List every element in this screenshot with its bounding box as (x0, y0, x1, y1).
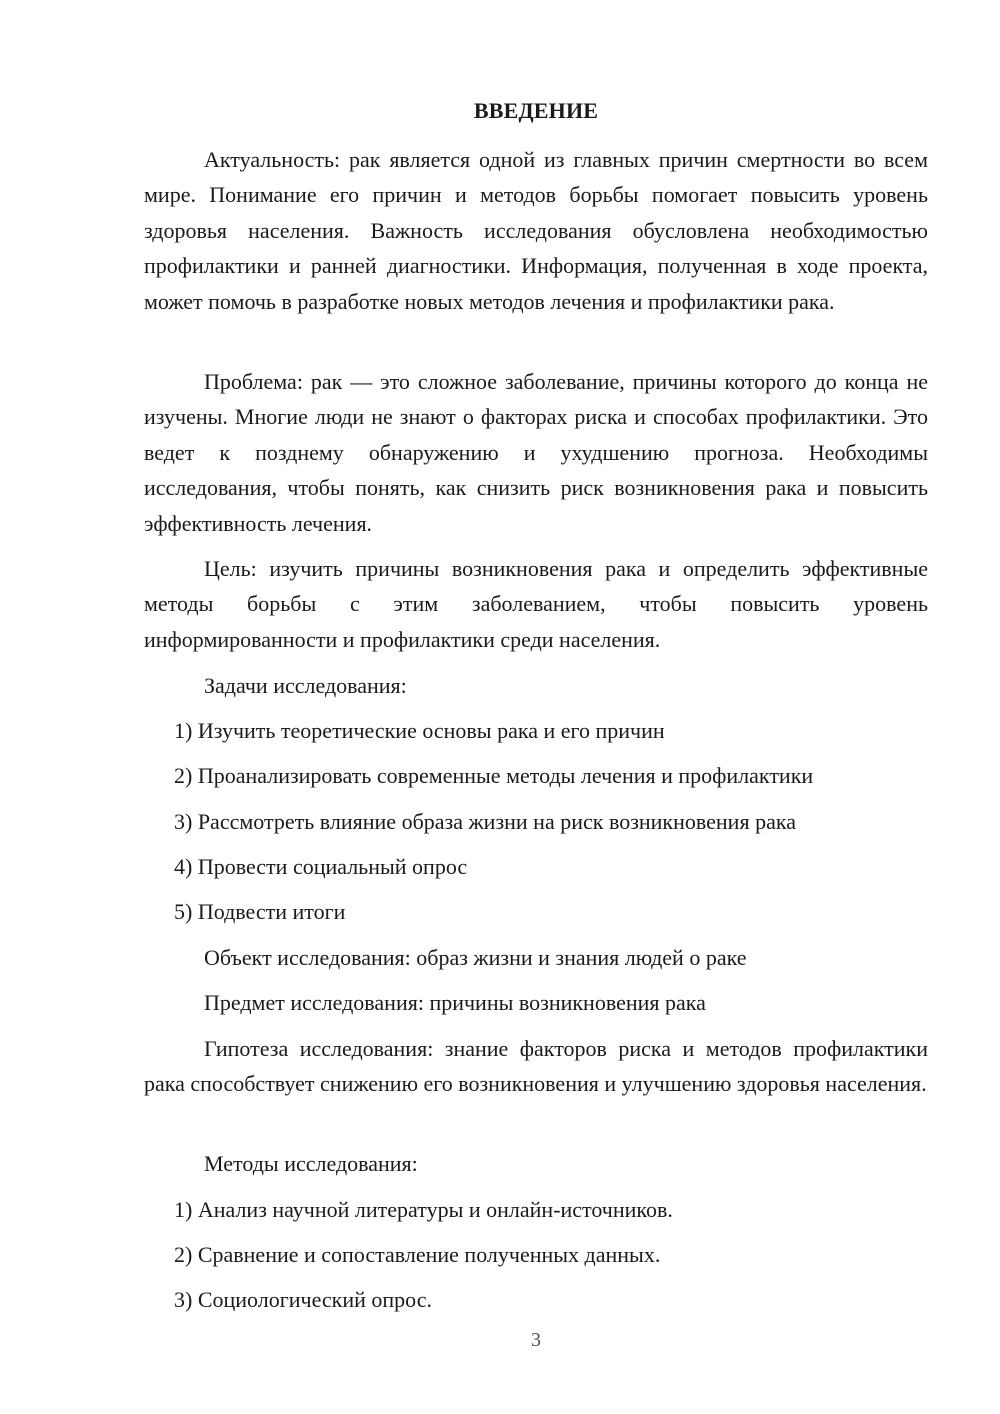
method-item: 1) Анализ научной литературы и онлайн-источников. (174, 1197, 673, 1222)
relevance-paragraph: Актуальность: рак является одной из главных причин смертности во всем мире. Понимание его причин и методов борьбы помогает повысить уровень здоровья населения. Важность исследования обусловлена необходимостью профилактики и ранней диагностики. Информация, полученная в ходе проекта, может помочь в разработке новых методов лечения и профилактики рака. (144, 147, 928, 314)
page-number: 3 (531, 1329, 541, 1351)
methods-heading: Методы исследования: (204, 1151, 418, 1176)
task-item: 4) Провести социальный опрос (174, 854, 468, 879)
task-item: 5) Подвести итоги (174, 899, 346, 924)
method-item: 3) Социологический опрос. (174, 1287, 432, 1312)
hypothesis-paragraph: Гипотеза исследования: знание факторов риска и методов профилактики рака способствует снижению его возникновения и улучшению здоровья населения. (144, 1036, 928, 1097)
method-item: 2) Сравнение и сопоставление полученных данных. (174, 1242, 661, 1267)
relevance-paragraph-block (144, 142, 928, 319)
tasks-heading: Задачи исследования: (204, 673, 407, 698)
task-item: 3) Рассмотреть влияние образа жизни на риск возникновения рака (174, 809, 796, 834)
hypothesis-paragraph-block (144, 1031, 928, 1102)
problem-paragraph-block (144, 364, 928, 541)
goal-paragraph-block (144, 551, 928, 657)
task-item: 2) Проанализировать современные методы лечения и профилактики (174, 763, 814, 788)
task-item: 1) Изучить теоретические основы рака и его причин (174, 718, 665, 743)
research-object: Объект исследования: образ жизни и знания людей о раке (204, 945, 747, 970)
goal-paragraph: Цель: изучить причины возникновения рака и определить эффективные методы борьбы с этим заболеванием, чтобы повысить уровень информированности и профилактики среди населения. (144, 556, 928, 652)
page-title: ВВЕДЕНИЕ (473, 98, 599, 123)
research-subject: Предмет исследования: причины возникновения рака (204, 990, 706, 1015)
problem-paragraph: Проблема: рак — это сложное заболевание, причины которого до конца не изучены. Многие люди не знают о факторах риска и способах профилактики. Это ведет к позднему обнаружению и ухудшению прогноза. Необходимы исследования, чтобы понять, как снизить риск возникновения рака и повысить эффективность лечения. (144, 369, 928, 536)
